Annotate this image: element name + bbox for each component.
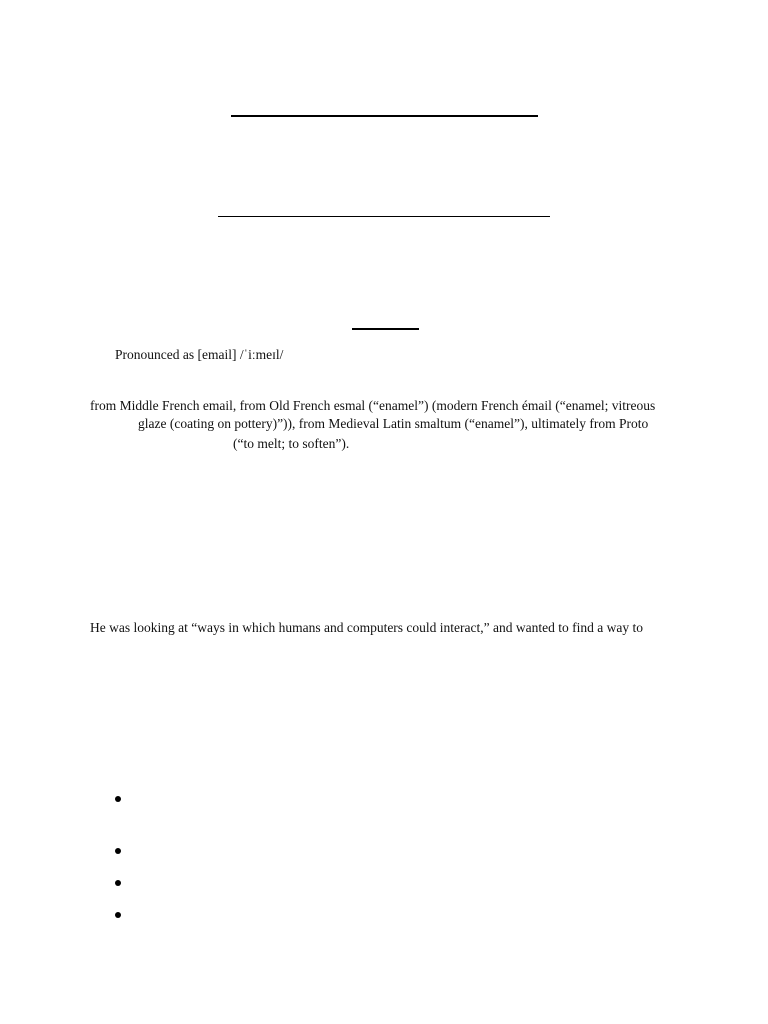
bullet-point: [115, 880, 121, 886]
etymology-line-1: from Middle French email, from Old French esmal (“enamel”) (modern French émail (“enamel; vitreous: [90, 398, 656, 413]
etymology-line-2: glaze (coating on pottery)”)), from Medieval Latin smaltum (“enamel”), ultimately from Proto: [138, 416, 649, 431]
etymology-line-3: (“to melt; to soften”).: [233, 436, 350, 451]
bullet-point: [115, 912, 121, 918]
subtitle-underline: [218, 216, 550, 217]
pronunciation-line: Pronounced as [email] /ˈiːmeɪl/: [115, 347, 284, 362]
bullet-point: [115, 848, 121, 854]
heading-underline: [352, 328, 419, 330]
bullet-point: [115, 796, 121, 802]
title-underline: [231, 115, 538, 117]
history-sentence: He was looking at “ways in which humans and computers could interact,” and wanted to find a way to: [90, 620, 643, 635]
